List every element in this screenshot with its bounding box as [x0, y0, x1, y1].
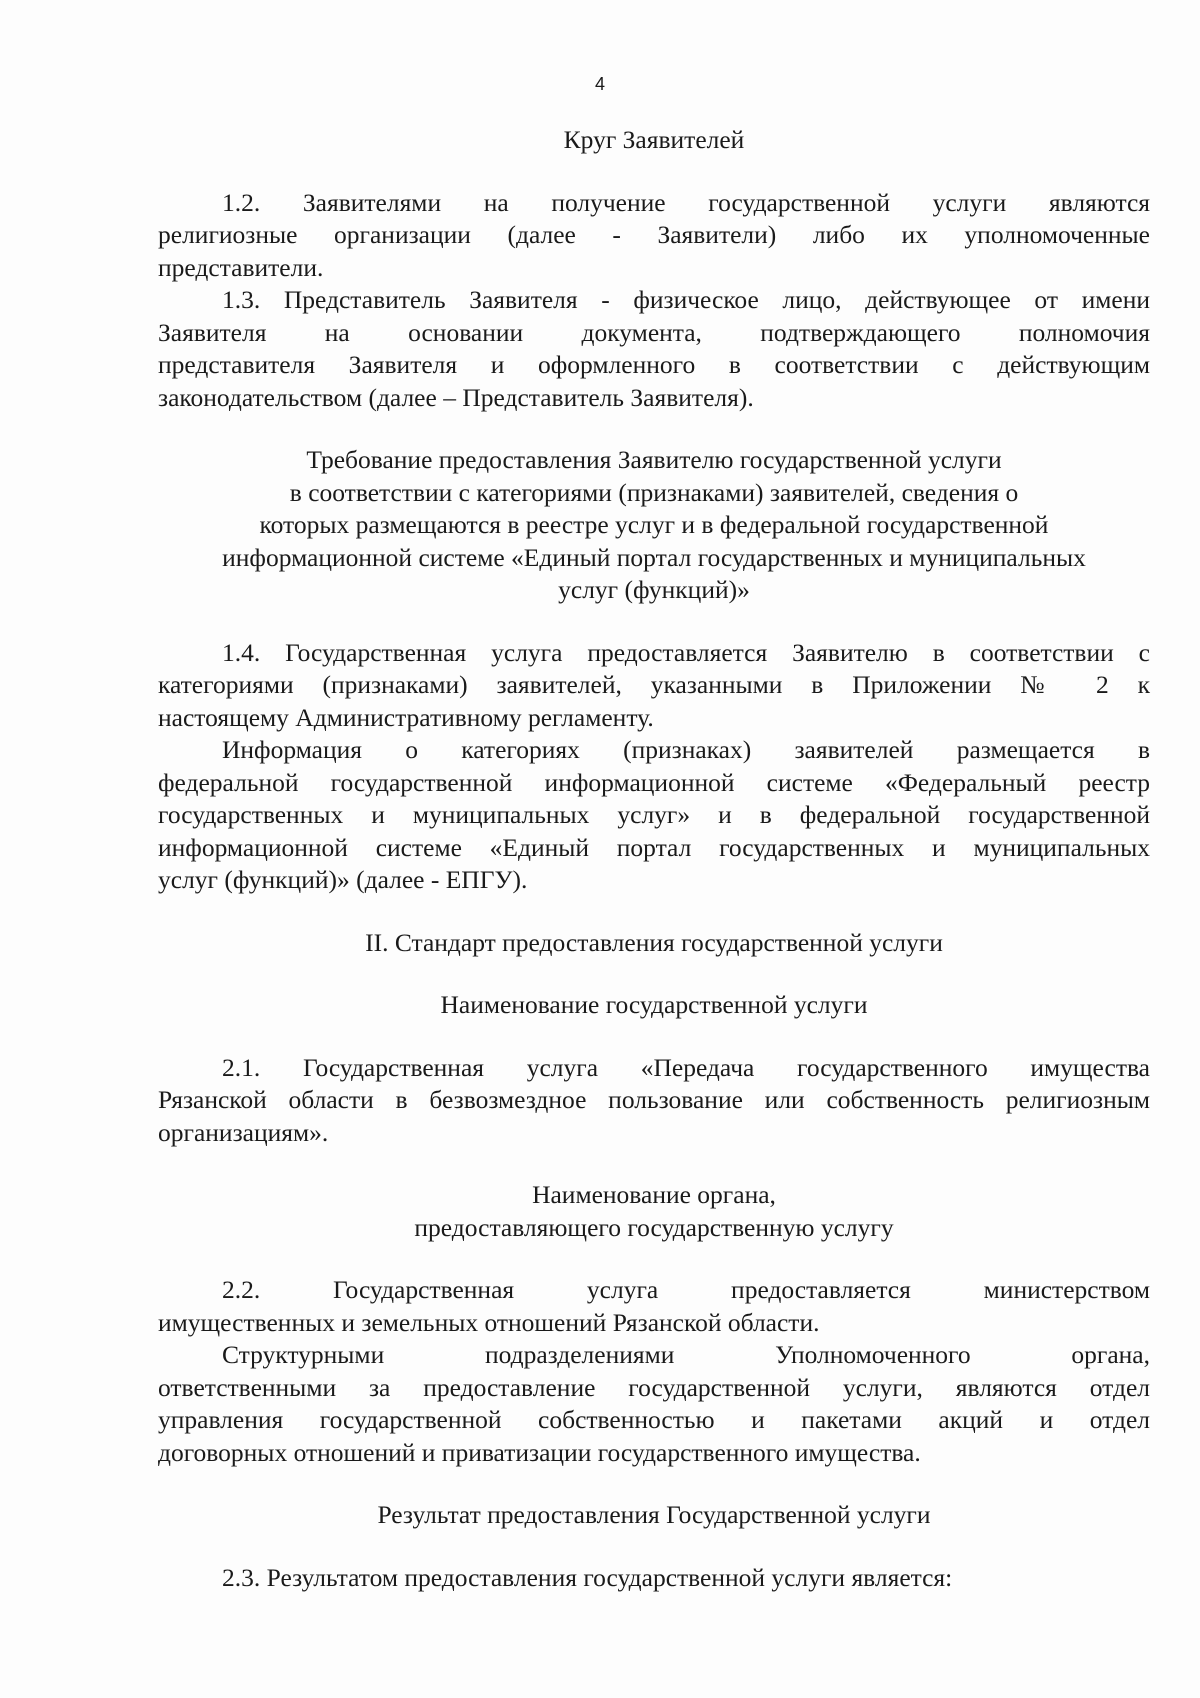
- text-line: информационной системе «Единый портал государственных и муниципальных: [158, 832, 1150, 862]
- heading-line: услуг (функций)»: [558, 575, 750, 604]
- text-line: государственных и муниципальных услуг» и в федеральной государственной: [158, 800, 1150, 829]
- heading-requirement: [158, 444, 1150, 607]
- text-line: 1.3. Представитель Заявителя - физическое лицо, действующее от имени: [222, 285, 1150, 314]
- heading-line: в соответствии с категориями (признаками) заявителей, сведения о: [289, 477, 1019, 507]
- text-line: представителя Заявителя и оформленного в соответствии с действующим: [158, 350, 1150, 379]
- paragraph-2-1: [158, 1052, 1150, 1150]
- heading-result: [158, 1499, 1150, 1532]
- text-line: Информация о категориях (признаках) заявителей размещается в: [222, 735, 1150, 764]
- heading-service-name: [158, 989, 1150, 1022]
- heading-line: информационной системе «Единый портал государственных и муниципальных: [222, 542, 1086, 572]
- text-line: имущественных и земельных отношений Рязанской области.: [158, 1307, 820, 1337]
- heading-standard: [158, 927, 1150, 960]
- text-line: управления государственной собственностью и пакетами акций и отдел: [158, 1405, 1150, 1434]
- heading-applicants: [158, 124, 1150, 157]
- heading-line: предоставляющего государственную услугу: [414, 1212, 894, 1242]
- heading-authority: [158, 1179, 1150, 1244]
- text-line: представители.: [158, 252, 324, 282]
- heading-line: Наименование органа,: [532, 1180, 776, 1209]
- text-line: организациям».: [158, 1117, 329, 1147]
- paragraph-info: [158, 734, 1150, 897]
- text-line: религиозные организации (далее - Заявители) либо их уполномоченные: [158, 220, 1150, 249]
- text-line: настоящему Административному регламенту.: [158, 702, 654, 732]
- text-line: 2.2. Государственная услуга предоставляется министерством: [222, 1275, 1150, 1304]
- paragraph-1-2: [158, 187, 1150, 285]
- text-line: ответственными за предоставление государственной услуги, являются отдел: [158, 1372, 1150, 1402]
- paragraph-2-3: [158, 1562, 1150, 1595]
- text-line: Рязанской области в безвозмездное пользование или собственность религиозным: [158, 1085, 1150, 1114]
- paragraph-2-2: [158, 1274, 1150, 1339]
- heading-line: которых размещаются в реестре услуг и в федеральной государственной: [259, 510, 1049, 539]
- text-line: 2.1. Государственная услуга «Передача государственного имущества: [222, 1052, 1150, 1082]
- text-line: Заявителя на основании документа, подтверждающего полномочия: [158, 317, 1150, 347]
- text-line: законодательством (далее – Представитель Заявителя).: [158, 382, 754, 412]
- text-line: 1.2. Заявителями на получение государственной услуги являются: [222, 187, 1150, 217]
- paragraph-structural-units: [158, 1339, 1150, 1469]
- text-line: 1.4. Государственная услуга предоставляется Заявителю в соответствии с: [222, 637, 1150, 667]
- page-number: 4: [594, 74, 605, 94]
- text-line: договорных отношений и приватизации государственного имущества.: [158, 1437, 921, 1467]
- text-line: Структурными подразделениями Уполномоченного органа,: [222, 1340, 1150, 1369]
- paragraph-1-4: [158, 637, 1150, 735]
- text-line: 2.3. Результатом предоставления государственной услуги является:: [222, 1562, 953, 1592]
- heading-line: Требование предоставления Заявителю государственной услуги: [306, 445, 1002, 474]
- text-line: категориями (признаками) заявителей, указанными в Приложении № 2 к: [158, 670, 1150, 699]
- paragraph-1-3: [158, 284, 1150, 414]
- document-body: [158, 124, 1150, 1594]
- heading-line: Круг Заявителей: [563, 125, 745, 154]
- text-line: федеральной государственной информационной системе «Федеральный реестр: [158, 767, 1150, 797]
- heading-line: Наименование государственной услуги: [440, 990, 868, 1019]
- heading-line: II. Стандарт предоставления государственной услуги: [365, 927, 943, 957]
- text-line: услуг (функций)» (далее - ЕПГУ).: [158, 865, 528, 894]
- heading-line: Результат предоставления Государственной услуги: [377, 1500, 931, 1529]
